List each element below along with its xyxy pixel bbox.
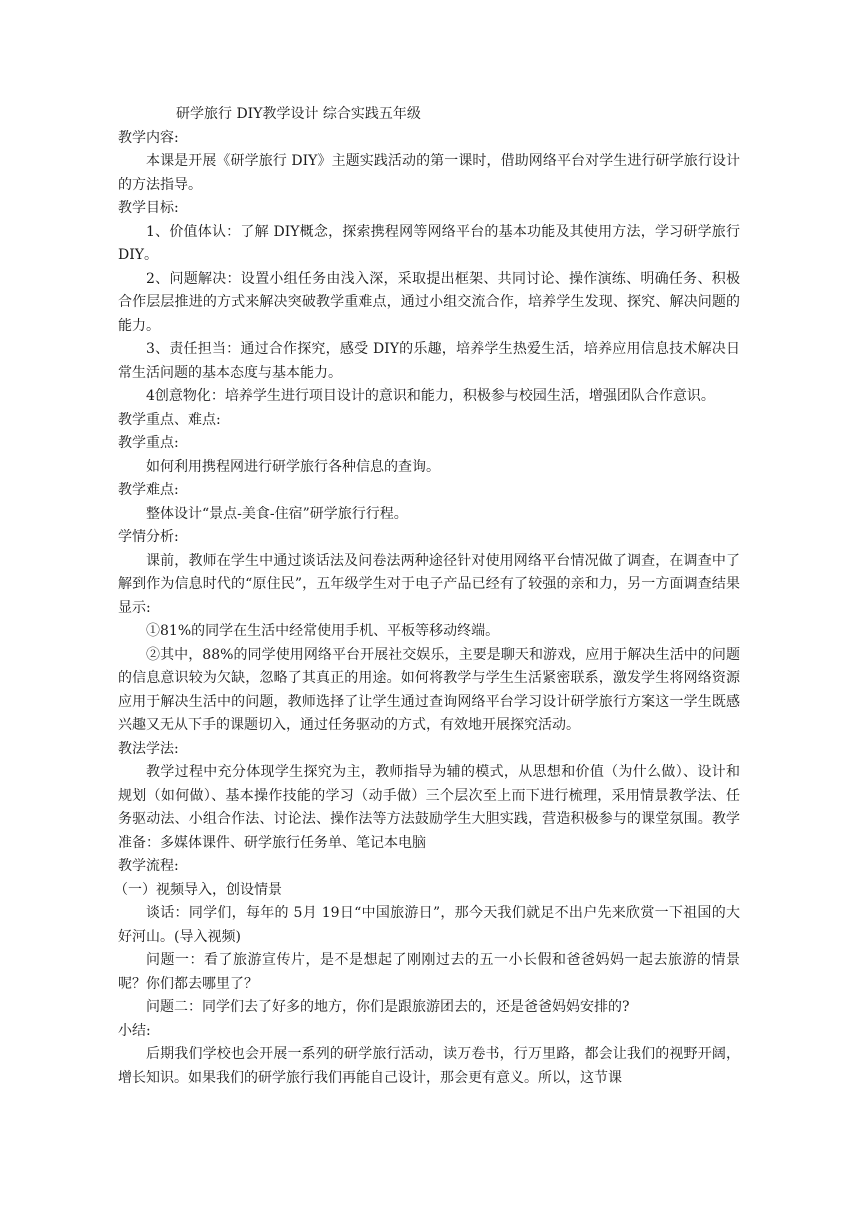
paragraph: 4创意物化：培养学生进行项目设计的意识和能力，积极参与校园生活，增强团队合作意识。 [146, 388, 715, 404]
section-heading: 教法学法: [118, 740, 179, 757]
paragraph: 本课是开展《研学旅行 DIY》主题实践活动的第一课时，借助网络平台对学生进行研学旅行设计的方法指导。 [118, 153, 740, 193]
paragraph: 2、问题解决：设置小组任务由浅入深，采取提出框架、共同讨论、操作演练、明确任务、积极合作层层推进的方式来解决突破教学重难点，通过小组交流合作，培养学生发现、探究、解决问题的能力。 [118, 270, 740, 334]
section-heading: 学情分析: [118, 529, 179, 545]
paragraph: 3、责任担当：通过合作探究，感受 DIY的乐趣，培养学生热爱生活，培养应用信息技术解决日常生活问题的基本态度与基本能力。 [118, 341, 740, 381]
paragraph: 课前，教师在学生中通过谈话法及问卷法两种途径针对使用网络平台情况做了调查，在调查中了解到作为信息时代的“原住民”，五年级学生对于电子产品已经有了较强的亲和力，另一方面调查结果显示: [118, 552, 740, 616]
section-heading: 教学内容: [118, 129, 179, 146]
document-title: 研学旅行 DIY教学设计 综合实践五年级 [176, 106, 421, 122]
paragraph: 整体设计“景点-美食-住宿”研学旅行行程。 [146, 505, 408, 522]
paragraph: 问题一：看了旅游宣传片，是不是想起了刚刚过去的五一小长假和爸爸妈妈一起去旅游的情景呢？你们都去哪里了？ [118, 952, 740, 992]
document-body [114, 103, 740, 1090]
paragraph: 教学过程中充分体现学生探究为主，教师指导为辅的模式，从思想和价值（为什么做）、设计和规划（如何做）、基本操作技能的学习（动手做）三个层次至上而下进行梳理，采用情景教学法、任务驱动法、小组合作法、讨论法、操作法等方法鼓励学生大胆实践，营造积极参与的课堂氛围。教学准备：多媒体课件、研学旅行任务单、笔记本电脑 [118, 764, 740, 851]
paragraph: 谈话：同学们，每年的 5月 19日“中国旅游日”，那今天我们就足不出户先来欣赏一下祖国的大好河山。(导入视频) [118, 905, 740, 945]
section-heading: 教学目标: [118, 200, 179, 216]
subsection-heading: （一）视频导入，创设情景 [114, 881, 282, 898]
paragraph: 问题二：同学们去了好多的地方，你们是跟旅游团去的，还是爸爸妈妈安排的? [146, 999, 630, 1015]
section-heading: 教学流程: [118, 858, 179, 874]
section-heading: 教学难点: [118, 482, 179, 498]
paragraph: 如何利用携程网进行研学旅行各种信息的查询。 [146, 458, 440, 475]
paragraph: ②其中，88%的同学使用网络平台开展社交娱乐，主要是聊天和游戏，应用于解决生活中的问题的信息意识较为欠缺，忽略了其真正的用途。如何将教学与学生生活紧密联系，激发学生将网络资源应用于解决生活中的问题，教师选择了让学生通过查询网络平台学习设计研学旅行方案这一学生既感兴趣又无从下手的课题切入，通过任务驱动的方式，有效地开展探究活动。 [118, 646, 740, 733]
paragraph: 1、价值体认：了解 DIY概念，探索携程网等网络平台的基本功能及其使用方法，学习研学旅行 DIY。 [118, 223, 740, 263]
document-lines [114, 127, 740, 1091]
paragraph: ①81%的同学在生活中经常使用手机、平板等移动终端。 [146, 623, 500, 639]
paragraph: 后期我们学校也会开展一系列的研学旅行活动，读万卷书，行万里路，都会让我们的视野开阔，增长知识。如果我们的研学旅行我们再能自己设计，那会更有意义。所以，这节课 [118, 1046, 740, 1086]
section-heading: 小结: [118, 1022, 151, 1039]
section-heading: 教学重点: [118, 435, 179, 451]
section-heading: 教学重点、难点: [118, 411, 221, 428]
